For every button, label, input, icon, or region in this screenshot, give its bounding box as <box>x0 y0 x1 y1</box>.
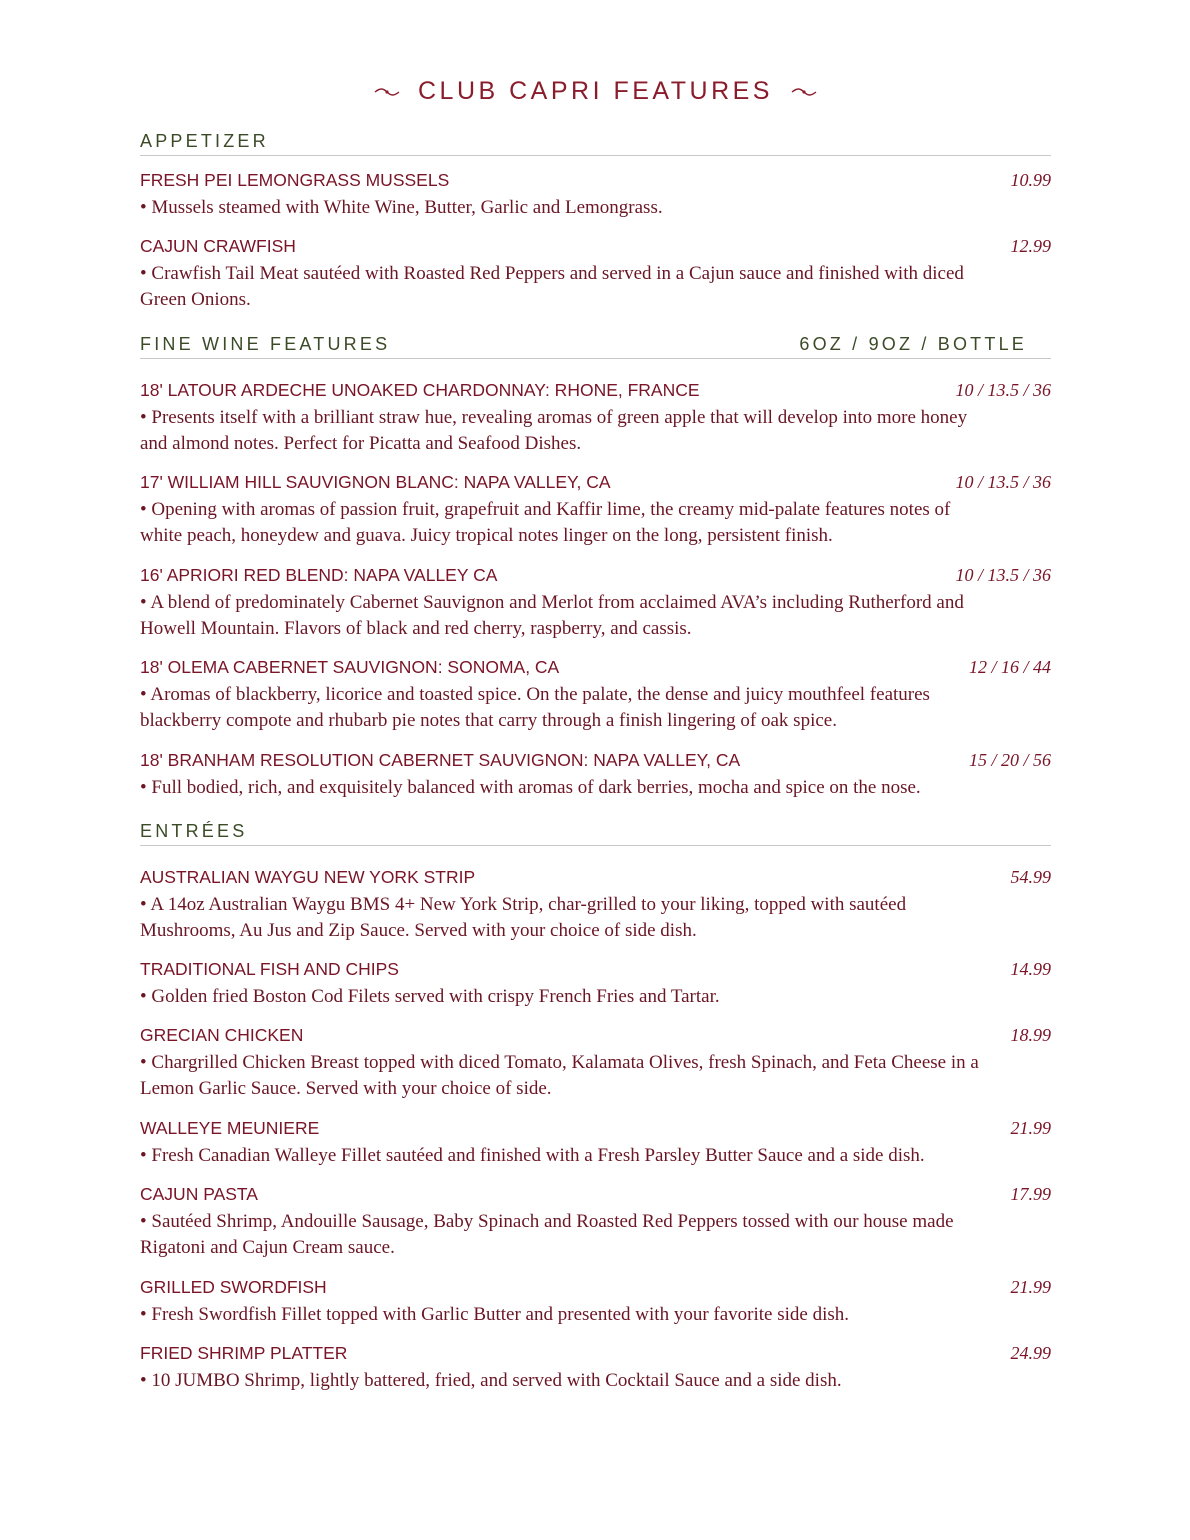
wine-item <box>140 656 1051 734</box>
item-price: 12.99 <box>1010 236 1051 256</box>
item-price: 21.99 <box>1010 1277 1051 1297</box>
section-title: ENTRÉES <box>140 821 248 841</box>
menu-item <box>140 1183 1051 1261</box>
item-description: • Presents itself with a brilliant straw hue, revealing aromas of green apple that will develop into more honey and almond notes. Perfect for Picatta and Seafood Dishes. <box>140 407 968 454</box>
item-price: 10.99 <box>1010 170 1051 190</box>
item-price: 18.99 <box>1010 1025 1051 1045</box>
item-name: 18' BRANHAM RESOLUTION CABERNET SAUVIGNON: NAPA VALLEY, CA <box>140 750 741 770</box>
item-name: FRESH PEI LEMONGRASS MUSSELS <box>140 170 450 190</box>
item-description: • A blend of predominately Cabernet Sauvignon and Merlot from acclaimed AVA’s including Rutherford and Howell Mountain. Flavors of black and red cherry, raspberry, and cassis. <box>140 592 964 639</box>
item-name: WALLEYE MEUNIERE <box>140 1118 320 1138</box>
menu-item <box>140 958 1051 1010</box>
item-name: CAJUN PASTA <box>140 1184 258 1204</box>
item-name: 18' OLEMA CABERNET SAUVIGNON: SONOMA, CA <box>140 657 560 677</box>
menu-item <box>140 1276 1051 1328</box>
menu-title: CLUB CAPRI FEATURES <box>418 77 773 105</box>
item-price: 10 / 13.5 / 36 <box>955 565 1051 585</box>
section-title: FINE WINE FEATURES <box>140 334 391 354</box>
item-price: 17.99 <box>1010 1184 1051 1204</box>
section-heading-entrees <box>140 821 1051 846</box>
item-description: • Golden fried Boston Cod Filets served with crispy French Fries and Tartar. <box>140 986 720 1007</box>
item-price: 10 / 13.5 / 36 <box>955 380 1051 400</box>
wine-item <box>140 564 1051 642</box>
item-name: AUSTRALIAN WAYGU NEW YORK STRIP <box>140 867 476 887</box>
wine-item <box>140 471 1051 549</box>
item-description: • 10 JUMBO Shrimp, lightly battered, fried, and served with Cocktail Sauce and a side dish. <box>140 1370 842 1391</box>
item-price: 12 / 16 / 44 <box>968 657 1051 677</box>
wine-item <box>140 379 1051 457</box>
wine-item <box>140 749 1051 801</box>
item-price: 10 / 13.5 / 36 <box>955 472 1051 492</box>
left-flourish-icon <box>374 87 400 97</box>
menu-item <box>140 235 1051 313</box>
section-heading-wine <box>140 334 1051 359</box>
item-description: • Chargrilled Chicken Breast topped with diced Tomato, Kalamata Olives, fresh Spinach, and Feta Cheese in a Lemon Garlic Sauce. Served with your choice of side. <box>140 1052 979 1099</box>
menu-item <box>140 1342 1051 1394</box>
section-title: APPETIZER <box>140 131 269 151</box>
menu-item <box>140 1024 1051 1102</box>
item-price: 54.99 <box>1010 867 1051 887</box>
item-description: • A 14oz Australian Waygu BMS 4+ New York Strip, char-grilled to your liking, topped with sautéed Mushrooms, Au Jus and Zip Sauce. Served with your choice of side dish. <box>140 894 907 941</box>
menu-title-row <box>140 77 1051 106</box>
item-name: FRIED SHRIMP PLATTER <box>140 1343 348 1363</box>
wine-size-labels: 6OZ / 9OZ / BOTTLE <box>799 334 1027 354</box>
item-description: • Crawfish Tail Meat sautéed with Roasted Red Peppers and served in a Cajun sauce and finished with diced Green Onions. <box>140 263 964 310</box>
item-description: • Full bodied, rich, and exquisitely balanced with aromas of dark berries, mocha and spice on the nose. <box>140 777 921 798</box>
item-name: GRILLED SWORDFISH <box>140 1277 327 1297</box>
item-name: 17' WILLIAM HILL SAUVIGNON BLANC: NAPA VALLEY, CA <box>140 472 611 492</box>
item-description: • Aromas of blackberry, licorice and toasted spice. On the palate, the dense and juicy mouthfeel features blackberry compote and rhubarb pie notes that carry through a finish lingering of oak spice. <box>140 684 930 731</box>
item-name: TRADITIONAL FISH AND CHIPS <box>140 959 399 979</box>
right-flourish-icon <box>791 87 817 97</box>
item-description: • Fresh Swordfish Fillet topped with Garlic Butter and presented with your favorite side dish. <box>140 1304 850 1325</box>
item-name: 16' APRIORI RED BLEND: NAPA VALLEY CA <box>140 565 498 585</box>
menu-item <box>140 169 1051 221</box>
item-description: • Mussels steamed with White Wine, Butter, Garlic and Lemongrass. <box>140 197 663 218</box>
item-price: 15 / 20 / 56 <box>968 750 1051 770</box>
item-description: • Opening with aromas of passion fruit, grapefruit and Kaffir lime, the creamy mid-palate features notes of white peach, honeydew and guava. Juicy tropical notes linger on the long, persistent finish. <box>140 499 951 546</box>
item-name: 18' LATOUR ARDECHE UNOAKED CHARDONNAY: RHONE, FRANCE <box>140 380 700 400</box>
menu-item <box>140 866 1051 944</box>
menu-item <box>140 1117 1051 1169</box>
item-name: CAJUN CRAWFISH <box>140 236 296 256</box>
item-price: 21.99 <box>1010 1118 1051 1138</box>
item-description: • Fresh Canadian Walleye Fillet sautéed and finished with a Fresh Parsley Butter Sauce and a side dish. <box>140 1145 925 1166</box>
item-description: • Sautéed Shrimp, Andouille Sausage, Baby Spinach and Roasted Red Peppers tossed with our house made Rigatoni and Cajun Cream sauce. <box>140 1211 954 1258</box>
item-price: 24.99 <box>1010 1343 1051 1363</box>
section-heading-appetizer <box>140 131 1051 156</box>
item-price: 14.99 <box>1010 959 1051 979</box>
item-name: GRECIAN CHICKEN <box>140 1025 304 1045</box>
